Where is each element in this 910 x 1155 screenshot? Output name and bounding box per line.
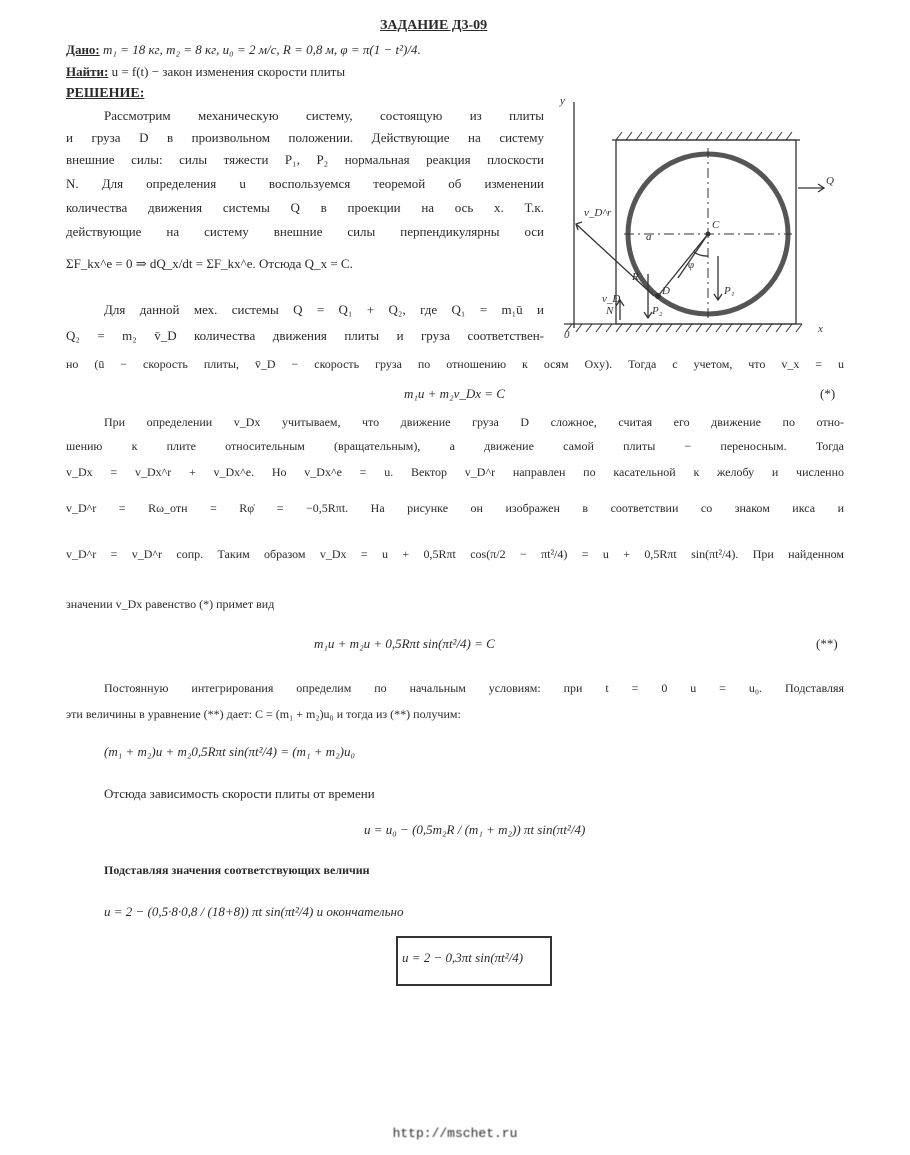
p3-line: значении v_Dx равенство (*) примет вид: [66, 597, 275, 611]
given-label: Дано:: [66, 42, 100, 57]
p3-line: шению к плите относительным (вращательным), а движение самой плиты − переносным. Тогда: [66, 439, 844, 453]
plate: [616, 140, 796, 324]
p2-line: Для данной мех. системы Q = Q₁ + Q₂, где Q₁ = m₁ū и: [104, 302, 544, 317]
p1-line: действующие на систему внешние силы перпендикулярны оси: [66, 224, 544, 239]
p1-line: количества движения системы Q в проекции на ось x. Т.к.: [66, 200, 544, 215]
p4-line: эти величины в уравнение (**) дает: C = (m₁ + m₂)u₀ и тогда из (**) получим:: [66, 707, 461, 721]
figure-label-11: v_D^r: [584, 207, 612, 219]
figure-label-9: P₂: [652, 305, 663, 317]
footer-url: http://mschet.ru: [392, 1126, 518, 1141]
figure-label-8: P₁: [724, 285, 735, 297]
find-text: u = f(t) − закон изменения скорости плиты: [111, 64, 346, 79]
equation-2: m₁u + m₂u + 0,5Rπt sin(πt²/4) = C: [314, 636, 495, 651]
figure-label-10: N: [606, 305, 614, 317]
p1-line: Рассмотрим механическую систему, состоящую из плиты: [104, 108, 544, 123]
figure-label-7: φ: [688, 259, 695, 271]
figure-label-0: y: [560, 95, 565, 107]
figure-label-3: C: [712, 219, 720, 231]
p1-line: и груза D в произвольном положении. Действующие на систему: [66, 130, 544, 145]
figure-label-6: R: [632, 271, 639, 283]
p1-line: N. Для определения u воспользуемся теоремой об изменении: [66, 176, 544, 191]
figure-label-5: D: [662, 285, 670, 297]
find-line: [66, 64, 345, 80]
find-label: Найти:: [66, 64, 109, 79]
point-c: [706, 232, 711, 237]
given-text: m₁ = 18 кг, m₂ = 8 кг, u₀ = 2 м/с, R = 0,8 м, φ = π(1 − t²)/4.: [103, 42, 421, 57]
p3-line: v_Dx = v_Dx^r + v_Dx^e. Но v_Dx^e = u. Вектор v_D^r направлен по касательной к желобу и численно: [66, 465, 844, 479]
bottom-hatch: [566, 324, 802, 332]
p1-formula: ΣF_kx^e = 0 ⇒ dQ_x/dt = ΣF_kx^e. Отсюда Q_x = C.: [66, 256, 353, 271]
p4-line: Постоянную интегрирования определим по начальным условиям: при t = 0 u = u₀. Подставляя: [104, 681, 844, 695]
page-title: ЗАДАНИЕ Д3-09: [380, 18, 488, 33]
figure-label-2: x: [818, 323, 823, 335]
equation-4: u = u₀ − (0,5m₂R / (m₁ + m₂)) πt sin(πt²/4): [364, 822, 586, 837]
p2-line: Q₂ = m₂ v̄_D количества движения плиты и груза соответствен-: [66, 328, 544, 343]
solution-heading: РЕШЕНИЕ:: [66, 86, 145, 101]
equation-2-tag: (**): [816, 636, 838, 651]
equation-5: u = 2 − (0,5·8·0,8 / (18+8)) πt sin(πt²/4) и окончательно: [104, 904, 404, 919]
p3-line: v_D^r = v_D^r сопр. Таким образом v_Dx = u + 0,5Rπt cos(π/2 − πt²/4) = u + 0,5Rπt sin(πt²/4). При найденном: [66, 547, 844, 561]
p2-line: но (ū − скорость плиты, v̄_D − скорость груза по отношению к осям Oxy). Тогда с учетом, что v_x = u: [66, 357, 844, 371]
figure-label-12: v_D: [602, 293, 621, 305]
equation-1-tag: (*): [820, 386, 836, 401]
p1-line: внешние силы: силы тяжести P₁, P₂ нормальная реакция плоскости: [66, 152, 544, 167]
given-line: [66, 42, 421, 58]
figure-label-4: a: [646, 231, 652, 243]
p5-line: Отсюда зависимость скорости плиты от времени: [104, 786, 375, 801]
p3-line: v_D^r = Rω_отн = Rφ̇ = −0,5Rπt. На рисунке он изображен в соответствии со знаком икса и: [66, 501, 844, 515]
equation-1: m₁u + m₂v_Dx = C: [404, 386, 505, 401]
point-d: [655, 293, 661, 299]
top-hatch: [616, 132, 792, 140]
p6-line: Подставляя значения соответствующих величин: [104, 863, 370, 877]
p3-line: При определении v_Dx учитываем, что движение груза D сложное, считая его движение по отно-: [104, 415, 844, 429]
answer-formula: u = 2 − 0,3πt sin(πt²/4): [402, 950, 524, 965]
figure-label-13: 0: [564, 329, 570, 341]
mechanism-figure: [554, 88, 844, 378]
figure-label-1: Q: [826, 175, 834, 187]
equation-3: (m₁ + m₂)u + m₂0,5Rπt sin(πt²/4) = (m₁ + m₂)u₀: [104, 744, 355, 759]
